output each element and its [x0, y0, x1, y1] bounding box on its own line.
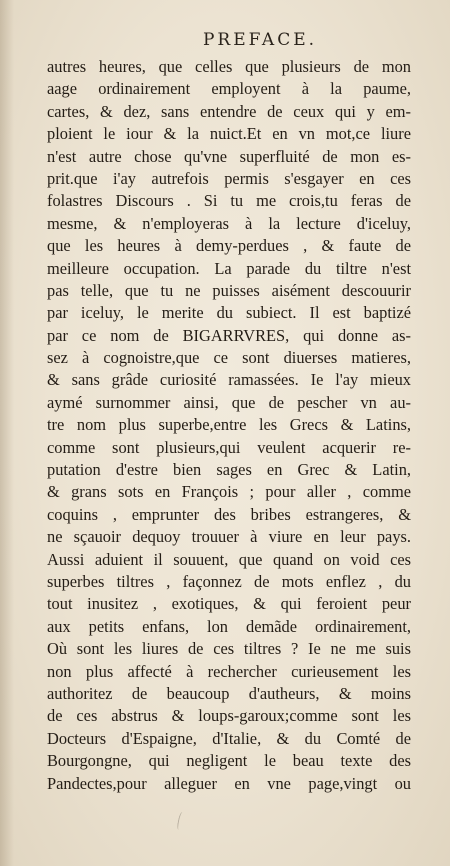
- text-line: aymé surnommer ainsi, que de pescher vn au-: [47, 392, 411, 412]
- text-line: Bourgongne, qui negligent le beau texte des: [47, 751, 411, 771]
- text-line: & grans sots en François ; pour aller , comme: [47, 482, 411, 502]
- ink-mark: [176, 812, 185, 831]
- text-line: meilleure occupation. La parade du tiltre n'est: [47, 258, 411, 278]
- page-gutter-shadow: [0, 0, 14, 866]
- text-line: cartes, & dez, sans entendre de ceux qui y em-: [47, 101, 411, 121]
- text-line: Docteurs d'Espaigne, d'Italie, & du Comté de: [47, 728, 411, 748]
- text-line: ploient le iour & la nuict.Et en vn mot,ce liure: [47, 124, 411, 144]
- text-line: pas telle, que tu ne puisses aisément descouurir: [47, 280, 411, 300]
- text-line: par iceluy, le merite du subiect. Il est baptizé: [47, 303, 411, 323]
- text-line: authoritez de beaucoup d'autheurs, & moins: [47, 683, 411, 703]
- text-line: superbes tiltres , façonnez de mots enflez , du: [47, 571, 411, 591]
- text-line: comme sont plusieurs,qui veulent acquerir re-: [47, 437, 411, 457]
- text-line: par ce nom de BIGARRVRES, qui donne as-: [47, 325, 411, 345]
- text-line: n'est autre chose qu'vne superfluité de mon es-: [47, 146, 411, 166]
- text-line: aux petits enfans, lon demãde ordinairement,: [47, 616, 411, 636]
- text-line: & sans grâde curiosité ramassées. Ie l'ay mieux: [47, 370, 411, 390]
- text-line: Aussi aduient il souuent, que quand on void ces: [47, 549, 411, 569]
- text-line: mesme, & n'employeras à la lecture d'iceluy,: [47, 213, 411, 233]
- text-line: coquins , emprunter des bribes estrangeres, &: [47, 504, 411, 524]
- text-line: sez à cognoistre,que ce sont diuerses matieres,: [47, 348, 411, 368]
- body-text: [47, 56, 411, 795]
- text-line: tre nom plus superbe,entre les Grecs & Latins,: [47, 415, 411, 435]
- text-line: de ces abstrus & loups-garoux;comme sont les: [47, 706, 411, 726]
- text-line: autres heures, que celles que plusieurs de mon: [47, 57, 411, 76]
- text-line: ne sçauoir dequoy trouuer à viure en leur pays.: [47, 527, 411, 547]
- text-line: tout inusitez , exotiques, & qui feroient peur: [47, 594, 411, 614]
- text-line: aage ordinairement employent à la paume,: [47, 79, 411, 99]
- text-line: non plus affecté à rechercher curieusement les: [47, 661, 411, 681]
- text-line: folastres Discours . Si tu me crois,tu feras de: [47, 191, 411, 211]
- text-line: Pandectes,pour alleguer en vne page,vingt ou: [47, 773, 411, 793]
- text-line: Où sont les liures de ces tiltres ? Ie ne me suis: [47, 639, 411, 659]
- running-title: PREFACE.: [202, 30, 318, 50]
- text-line: que les heures à demy-perdues , & faute de: [47, 236, 411, 256]
- text-line: putation d'estre bien sages en Grec & Latin,: [47, 460, 411, 480]
- text-line: prit.que i'ay autrefois permis s'esgayer en ces: [47, 168, 411, 188]
